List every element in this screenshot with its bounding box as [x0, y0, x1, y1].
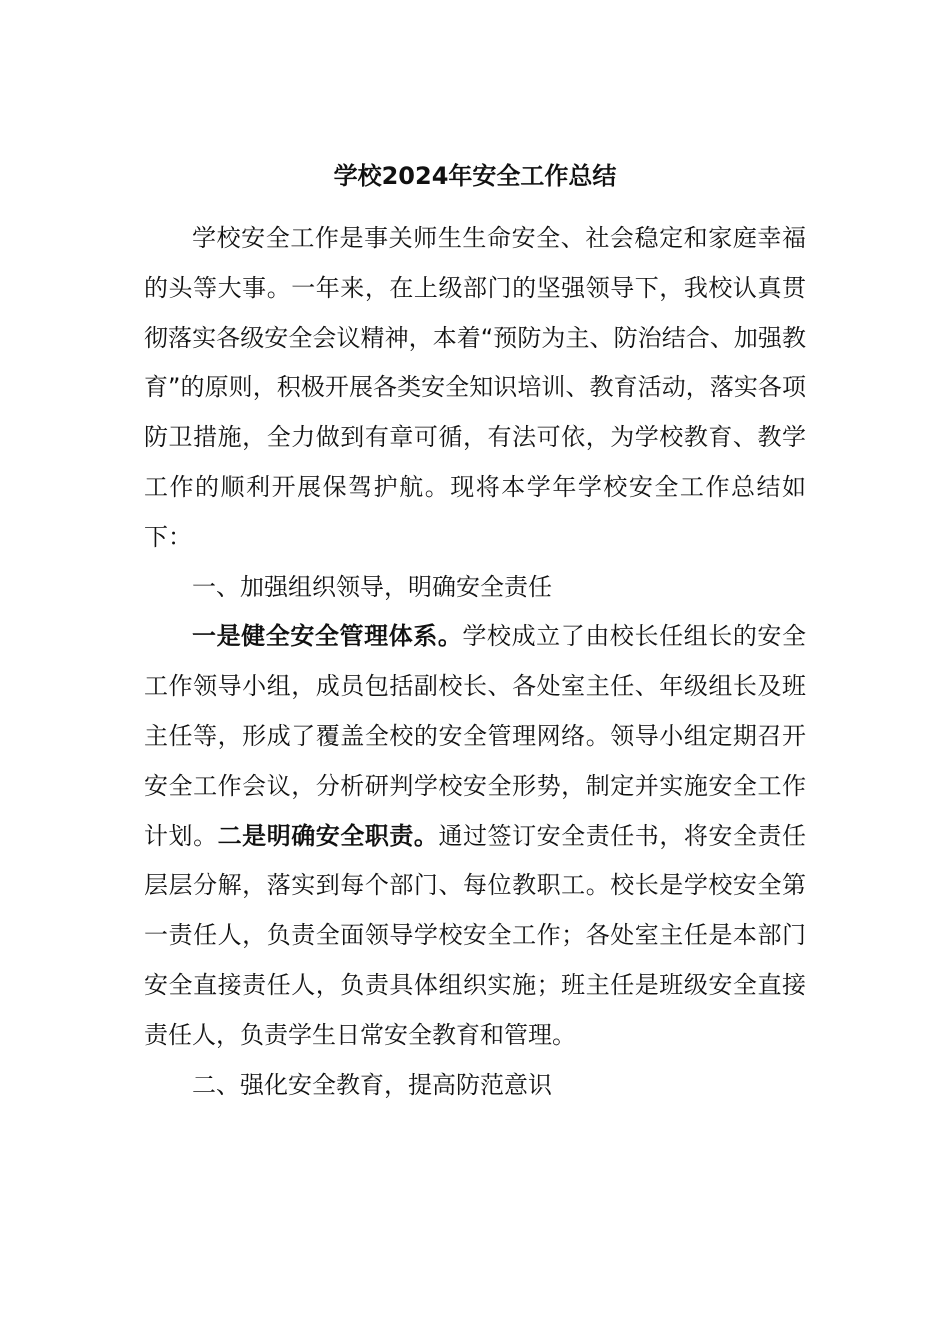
point-2-text: 通过签订安全责任书，将安全责任层层分解，落实到每个部门、每位教职工。校长是学校安全第一责任人，负责全面领导学校安全工作；各处室主任是本部门安全直接责任人，负责具体组织实施；班主任是班级安全直接责任人，负责学生日常安全教育和管理。: [144, 821, 807, 1049]
point-2-heading: 二是明确安全职责。: [217, 821, 439, 850]
document-body: [144, 214, 806, 1110]
document-title: 学校2024年安全工作总结: [333, 162, 617, 190]
section-heading-2: 二、强化安全教育，提高防范意识: [192, 1070, 552, 1099]
point-1-heading: 一是健全安全管理体系。: [192, 622, 463, 651]
section-1-paragraph: [144, 612, 806, 1060]
section-heading-1: 一、加强组织领导，明确安全责任: [192, 572, 552, 601]
intro-paragraph: 学校安全工作是事关师生生命安全、社会稳定和家庭幸福的头等大事。一年来，在上级部门的坚强领导下，我校认真贯彻落实各级安全会议精神，本着“预防为主、防治结合、加强教育”的原则，积极开展各类安全知识培训、教育活动，落实各项防卫措施，全力做到有章可循，有法可依，为学校教育、教学工作的顺利开展保驾护航。现将本学年学校安全工作总结如下：: [144, 224, 806, 551]
point-1-text: 学校成立了由校长任组长的安全工作领导小组，成员包括副校长、各处室主任、年级组长及班主任等，形成了覆盖全校的安全管理网络。领导小组定期召开安全工作会议，分析研判学校安全形势，制定并实施安全工作计划。: [144, 622, 807, 850]
